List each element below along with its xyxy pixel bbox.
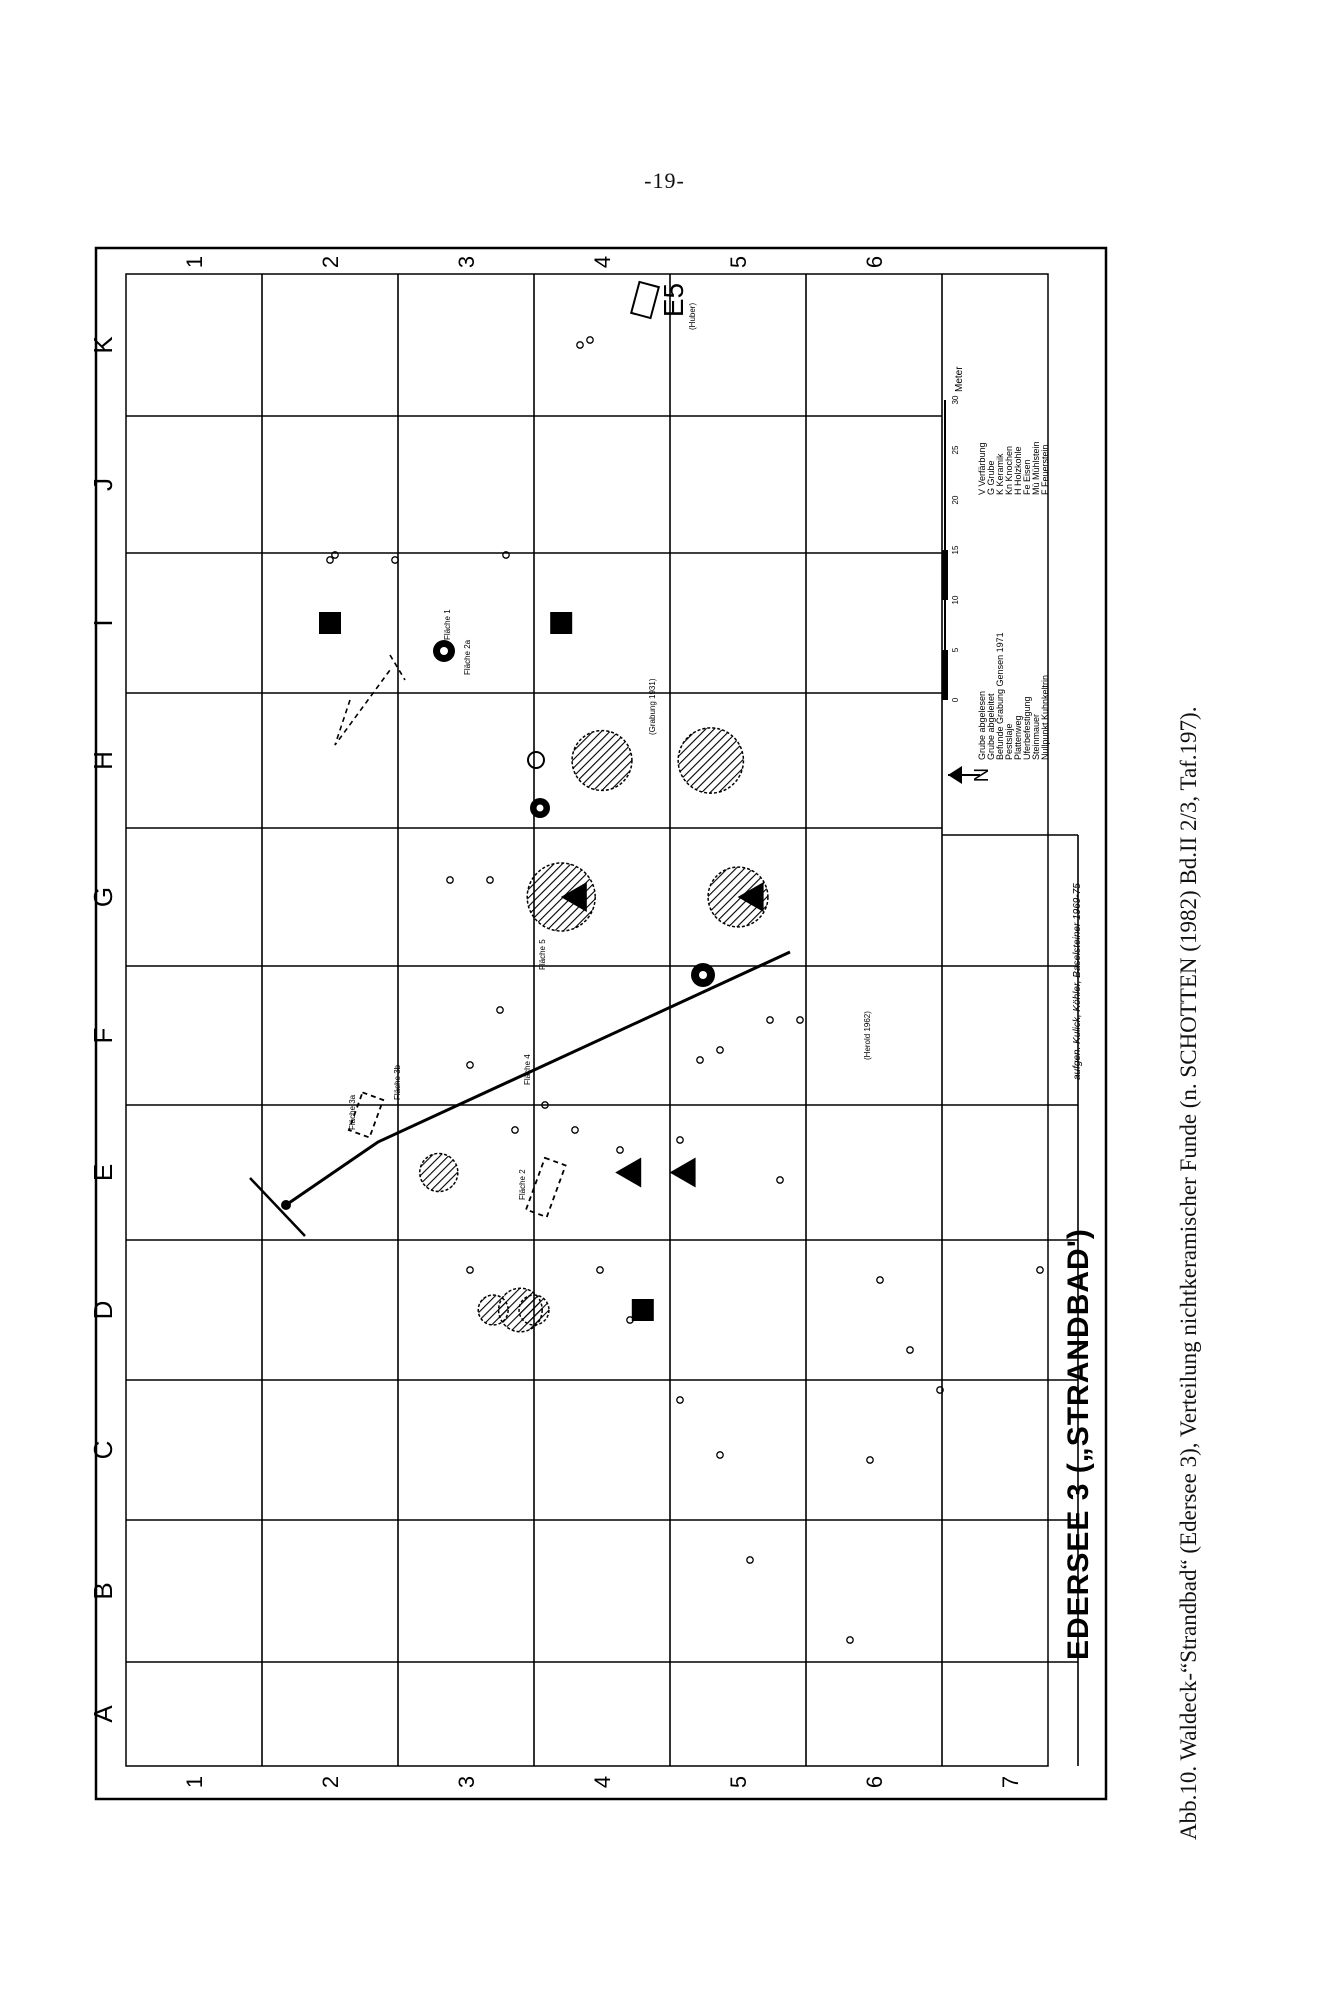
find-label: (Grabung 1931) bbox=[648, 678, 657, 735]
find-dot bbox=[327, 557, 333, 563]
row-labels bbox=[182, 256, 1023, 1788]
find-label: (Herold 1962) bbox=[863, 1011, 872, 1060]
baseline-nullpoint bbox=[281, 1200, 291, 1210]
scale-tick: 30 bbox=[951, 395, 960, 405]
column-label: E bbox=[88, 1163, 118, 1182]
north-label: N bbox=[971, 767, 993, 783]
find-dot bbox=[797, 1017, 803, 1023]
row-label-top: 4 bbox=[590, 255, 615, 269]
find-symbols bbox=[327, 303, 1043, 1644]
row-label-bottom: 3 bbox=[454, 1775, 479, 1789]
legend-code: V Verfärbung bbox=[977, 442, 987, 495]
legend-item: Nullpunkt Kuhnkeltrin bbox=[1040, 674, 1050, 760]
find-dot bbox=[597, 1267, 603, 1273]
hatched-feature bbox=[678, 728, 743, 793]
map-frame-inner bbox=[126, 274, 1048, 1766]
find-dot bbox=[677, 1137, 683, 1143]
column-label: H bbox=[88, 751, 118, 770]
legend-code: H Holzkohle bbox=[1013, 446, 1023, 495]
find-label: Fläche 1 bbox=[443, 609, 452, 640]
scale-tick: 0 bbox=[951, 697, 960, 703]
page-number: -19- bbox=[644, 168, 685, 193]
row-label-top: 5 bbox=[726, 255, 751, 269]
column-labels bbox=[88, 336, 118, 1723]
column-label: C bbox=[88, 1440, 118, 1460]
row-label-bottom: 7 bbox=[998, 1775, 1023, 1789]
triangle-marker bbox=[670, 1158, 696, 1188]
find-label: Fläche 3b bbox=[393, 1064, 402, 1100]
find-dot bbox=[677, 1397, 683, 1403]
column-label: F bbox=[88, 1027, 118, 1044]
north-arrow bbox=[948, 766, 993, 784]
ring-marker bbox=[699, 971, 707, 979]
baseline-crossbar bbox=[250, 1178, 305, 1236]
find-dot bbox=[512, 1127, 518, 1133]
map-title: EDERSEE 3 („STRANDBAD') bbox=[1062, 1228, 1095, 1660]
find-dot bbox=[847, 1637, 853, 1643]
figure-caption: Abb.10. Waldeck-“Strandbad“ (Edersee 3), Verteilung nichtkeramischer Funde (n. SCHOTTEN (1982) Bd.II 2/3, Taf.197). bbox=[1176, 706, 1201, 1840]
row-label-bottom: 6 bbox=[862, 1775, 887, 1789]
find-dot bbox=[907, 1347, 913, 1353]
column-label: D bbox=[88, 1300, 118, 1320]
ring-marker bbox=[440, 647, 448, 655]
find-label: Fläche 4 bbox=[523, 1054, 532, 1085]
find-dot bbox=[587, 337, 593, 343]
find-dot bbox=[747, 1557, 753, 1563]
legend-item: Befunde Grabung Gensen 1971 bbox=[995, 632, 1005, 760]
grid-lines bbox=[126, 274, 1078, 1766]
find-dot bbox=[877, 1277, 883, 1283]
find-label: Fläche 2a bbox=[463, 639, 472, 675]
row-label-top: 3 bbox=[454, 255, 479, 269]
hatched-feature bbox=[572, 731, 632, 791]
square-marker bbox=[319, 612, 341, 634]
find-dot bbox=[717, 1047, 723, 1053]
row-label-top: 6 bbox=[862, 255, 887, 269]
map-frame bbox=[96, 248, 1106, 1799]
dashed-area bbox=[526, 1158, 565, 1217]
find-dot bbox=[777, 1177, 783, 1183]
legend-item: Grube abgeleitet bbox=[986, 693, 996, 760]
scale-tick: 15 bbox=[951, 545, 960, 555]
scale-tick: 5 bbox=[951, 647, 960, 653]
scale-label: Meter bbox=[954, 366, 965, 392]
column-label: A bbox=[88, 1705, 118, 1723]
row-label-bottom: 1 bbox=[182, 1775, 207, 1789]
triangle-markers bbox=[561, 882, 764, 1188]
find-dot bbox=[867, 1457, 873, 1463]
legend-code: F Feuerstein bbox=[1040, 444, 1050, 495]
survey-baseline bbox=[286, 952, 790, 1205]
legend-item: Plattenweg bbox=[1013, 715, 1023, 760]
dashed-area bbox=[335, 670, 390, 745]
find-label: Fläche 3a bbox=[348, 1094, 357, 1130]
find-label: (Huber) bbox=[688, 302, 697, 330]
column-label: I bbox=[88, 619, 118, 627]
scale-bar bbox=[942, 400, 948, 700]
find-dot bbox=[697, 1057, 703, 1063]
find-label: Fläche 2 bbox=[518, 1169, 527, 1200]
legend-code: Mü Mühlstein bbox=[1031, 441, 1041, 495]
legend-code: Fe Eisen bbox=[1022, 459, 1032, 495]
ring-marker bbox=[537, 805, 544, 812]
find-dot bbox=[767, 1017, 773, 1023]
legend-code: K Keramik bbox=[995, 453, 1005, 495]
find-dot bbox=[572, 1127, 578, 1133]
find-dot bbox=[1037, 1267, 1043, 1273]
legend-footer: aufgen. Kulick, Köhler, Baselsteiner 1969-75 bbox=[1072, 883, 1083, 1080]
row-label-bottom: 4 bbox=[590, 1775, 615, 1789]
legend-code: G Grube bbox=[986, 460, 996, 495]
ring-marker bbox=[528, 752, 544, 768]
find-dot bbox=[717, 1452, 723, 1458]
triangle-marker bbox=[615, 1158, 641, 1188]
column-label: G bbox=[88, 886, 118, 908]
find-dot bbox=[467, 1267, 473, 1273]
scale-tick: 10 bbox=[951, 595, 960, 605]
hatched-feature bbox=[519, 1295, 549, 1325]
column-label: J bbox=[88, 478, 118, 491]
find-dot bbox=[447, 877, 453, 883]
find-dot bbox=[487, 877, 493, 883]
row-label-bottom: 5 bbox=[726, 1775, 751, 1789]
legend bbox=[951, 395, 1050, 760]
scale-tick: 20 bbox=[951, 495, 960, 505]
legend-item: Pestslaje bbox=[1004, 723, 1014, 760]
column-label: B bbox=[88, 1582, 118, 1600]
row-label-bottom: 2 bbox=[318, 1775, 343, 1789]
row-label-top: 1 bbox=[182, 255, 207, 269]
legend-item: Grube abgelesen bbox=[977, 690, 987, 760]
column-label: K bbox=[88, 336, 118, 354]
row-label-top: 2 bbox=[318, 255, 343, 269]
find-dot bbox=[577, 342, 583, 348]
area-box-e5 bbox=[631, 282, 659, 318]
scale-tick: 25 bbox=[951, 445, 960, 455]
legend-code: Kn Knochen bbox=[1004, 445, 1014, 495]
hatched-features bbox=[420, 728, 768, 1332]
area-label-e5: E5 bbox=[658, 282, 689, 318]
square-marker bbox=[632, 1299, 654, 1321]
find-dot bbox=[617, 1147, 623, 1153]
find-label: Fläche 5 bbox=[538, 939, 547, 970]
legend-item: Uferbefestigung bbox=[1022, 696, 1032, 760]
find-dot bbox=[497, 1007, 503, 1013]
hatched-feature bbox=[420, 1153, 458, 1191]
legend-item: Steinmauer bbox=[1031, 713, 1041, 760]
find-dot bbox=[467, 1062, 473, 1068]
square-marker bbox=[550, 612, 572, 634]
